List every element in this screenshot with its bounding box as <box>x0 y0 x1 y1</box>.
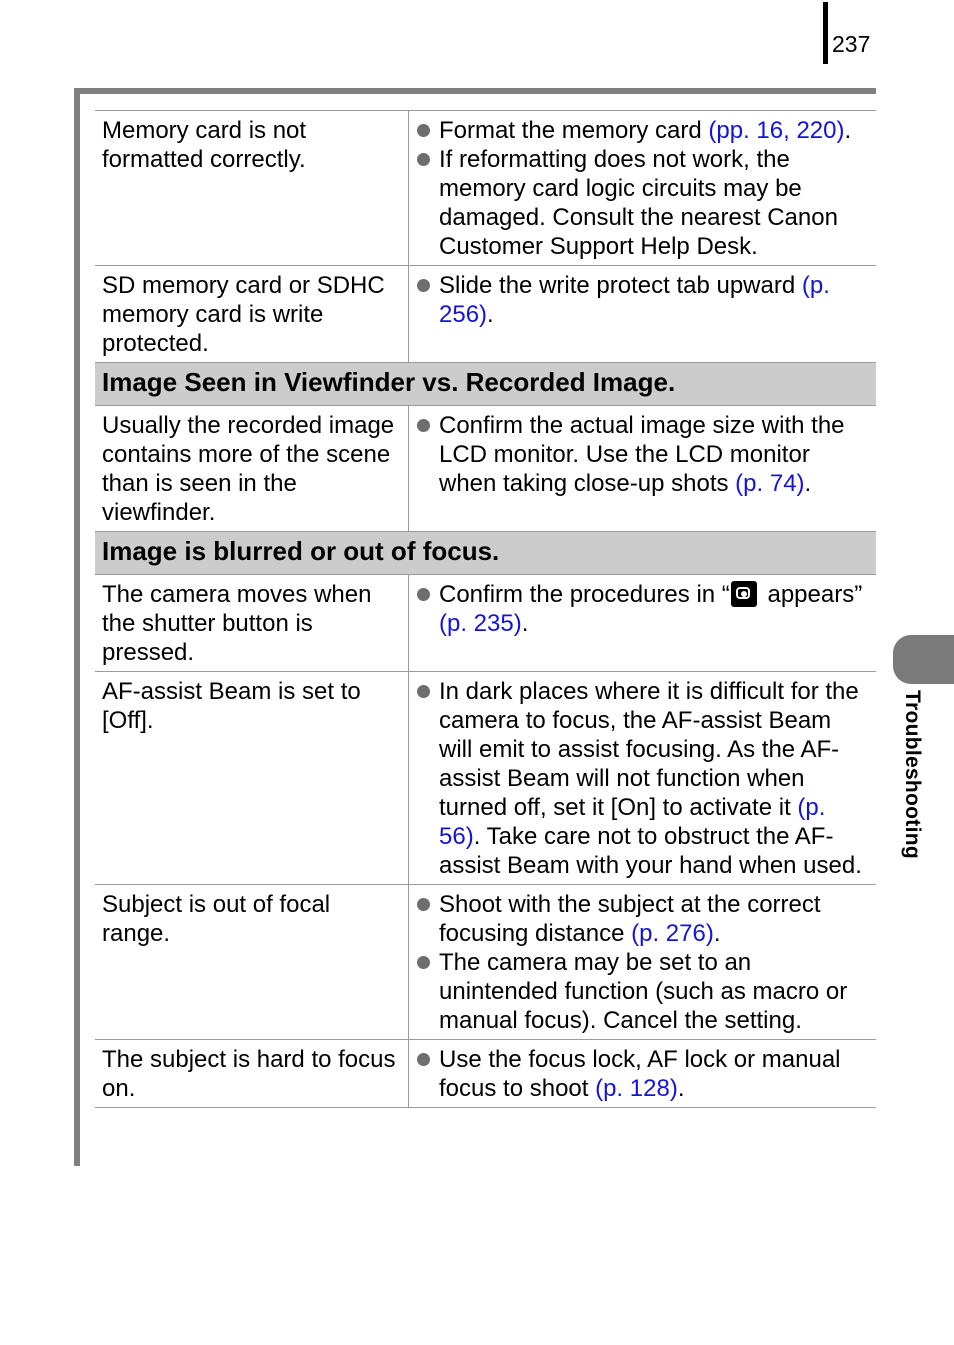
table-row <box>95 406 876 532</box>
remedy-item <box>416 948 870 1035</box>
section-header-row <box>95 363 876 406</box>
remedy-item <box>416 677 870 880</box>
remedy-item <box>416 411 870 498</box>
remedy-text: appears” <box>760 581 863 608</box>
remedy-text: . <box>804 470 812 497</box>
problem-cell: Usually the recorded image contains more of the scene than is seen in the viewfinder. <box>95 406 409 532</box>
page-reference-link[interactable]: (p. 256) <box>439 272 830 328</box>
remedy-text: Confirm the procedures in “ <box>439 581 730 608</box>
section-title: Image is blurred or out of focus. <box>95 532 876 575</box>
problem-cell: The camera moves when the shutter button is pressed. <box>95 575 409 672</box>
remedy-cell <box>409 1040 877 1108</box>
camera-shake-icon <box>731 581 757 607</box>
section-header-row <box>95 532 876 575</box>
table-row <box>95 672 876 885</box>
section-title: Image Seen in Viewfinder vs. Recorded Image. <box>95 363 876 406</box>
remedy-item <box>416 116 870 145</box>
frame-top-rule <box>74 88 876 94</box>
problem-cell: Memory card is not formatted correctly. <box>95 111 409 266</box>
remedy-item <box>416 1045 870 1103</box>
remedy-text: . <box>844 117 852 144</box>
remedy-item <box>416 890 870 948</box>
frame-left-rule <box>74 88 80 1166</box>
chapter-side-tab[interactable] <box>893 635 954 684</box>
chapter-side-label: Troubleshooting <box>901 690 924 859</box>
remedy-cell <box>409 406 877 532</box>
remedy-text: . <box>487 301 494 328</box>
table-row <box>95 885 876 1040</box>
remedy-text: . <box>677 1075 685 1102</box>
remedy-text: In dark places where it is difficult for the camera to focus, the AF-assist Beam will emit to assist focusing. As the AF-assist Beam will not function when turned off, set it [On] to activate it <box>439 678 859 821</box>
remedy-text: The camera may be set to an unintended function (such as macro or manual focus). Cancel the setting. <box>439 949 848 1034</box>
problem-cell: The subject is hard to focus on. <box>95 1040 409 1108</box>
page-reference-link[interactable]: (pp. 16, 220) <box>708 117 845 144</box>
page-reference-link[interactable]: (p. 56) <box>439 794 826 850</box>
page-number-bar <box>823 2 828 64</box>
remedy-text: . <box>713 920 721 947</box>
page-reference-link[interactable]: (p. 235) <box>439 610 522 637</box>
problem-cell: Subject is out of focal range. <box>95 885 409 1040</box>
table-row <box>95 266 876 363</box>
remedy-item <box>416 145 870 261</box>
remedy-text: . Take care not to obstruct the AF-assist Beam with your hand when used. <box>439 823 862 879</box>
table-row <box>95 575 876 672</box>
remedy-text: Confirm the actual image size with the LCD monitor. Use the LCD monitor when taking close-up shots <box>439 412 845 497</box>
problem-cell: AF-assist Beam is set to [Off]. <box>95 672 409 885</box>
remedy-cell <box>409 672 877 885</box>
troubleshooting-table <box>95 110 876 1108</box>
remedy-item <box>416 580 870 638</box>
remedy-cell <box>409 885 877 1040</box>
problem-cell: SD memory card or SDHC memory card is write protected. <box>95 266 409 363</box>
page-number: 237 <box>832 31 871 57</box>
remedy-text: Slide the write protect tab upward <box>439 272 802 299</box>
page-reference-link[interactable]: (p. 276) <box>631 920 714 947</box>
remedy-text: . <box>521 610 529 637</box>
table-row <box>95 1040 876 1108</box>
remedy-text: Use the focus lock, AF lock or manual focus to shoot <box>439 1046 841 1102</box>
remedy-item <box>416 271 870 329</box>
page-reference-link[interactable]: (p. 74) <box>735 470 805 497</box>
remedy-text: Shoot with the subject at the correct focusing distance <box>439 891 821 947</box>
table-row <box>95 111 876 266</box>
page-reference-link[interactable]: (p. 128) <box>595 1075 678 1102</box>
remedy-text: If reformatting does not work, the memory card logic circuits may be damaged. Consult the nearest Canon Customer Support Help Desk. <box>439 146 838 260</box>
remedy-cell <box>409 575 877 672</box>
remedy-text: Format the memory card <box>439 117 709 144</box>
remedy-cell <box>409 266 877 363</box>
remedy-cell <box>409 111 877 266</box>
